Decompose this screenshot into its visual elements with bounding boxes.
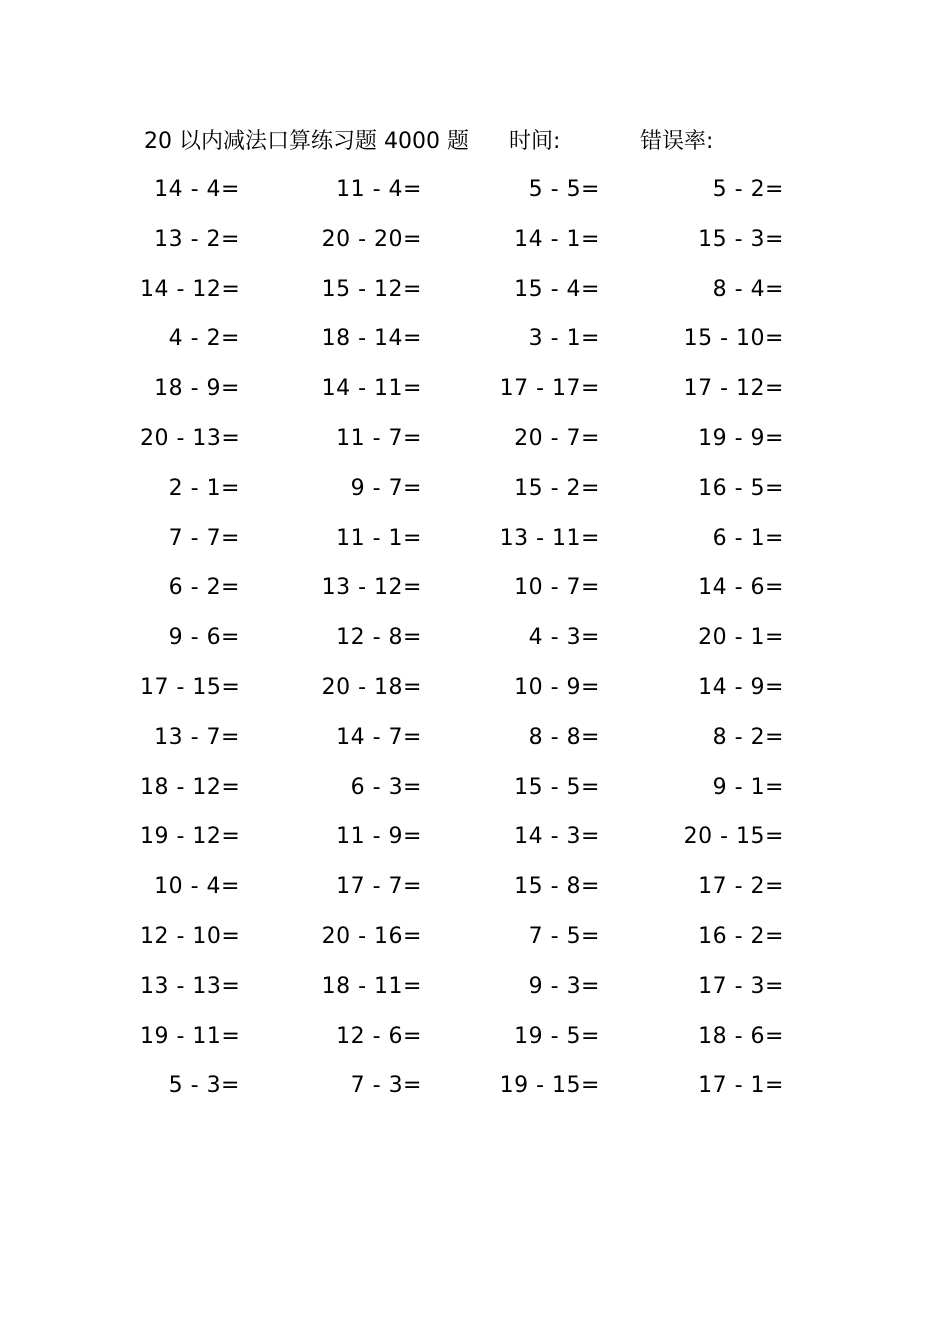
problem-item: 17 - 17=: [499, 376, 600, 402]
problem-item: 17 - 1=: [698, 1073, 784, 1099]
problem-row: [140, 319, 820, 369]
problem-item: 13 - 11=: [499, 525, 600, 551]
problem-item: 20 - 18=: [321, 674, 422, 700]
worksheet-header: [144, 124, 784, 160]
problem-item: 9 - 7=: [350, 475, 422, 501]
problem-item: 19 - 15=: [499, 1073, 600, 1099]
problem-item: 17 - 2=: [698, 874, 784, 900]
problem-item: 15 - 3=: [698, 226, 784, 252]
problem-item: 15 - 10=: [683, 326, 784, 352]
time-label: 时间:: [509, 129, 561, 154]
problem-item: 4 - 3=: [528, 625, 600, 651]
problem-item: 17 - 12=: [683, 376, 784, 402]
problem-item: 20 - 7=: [514, 425, 600, 451]
problem-row: [140, 170, 820, 220]
problem-item: 20 - 15=: [683, 824, 784, 850]
problem-item: 14 - 1=: [514, 226, 600, 252]
problem-item: 18 - 11=: [321, 973, 422, 999]
problem-item: 3 - 1=: [528, 326, 600, 352]
problem-item: 6 - 3=: [350, 774, 422, 800]
problem-item: 13 - 7=: [154, 724, 240, 750]
problem-row: [140, 718, 820, 768]
problem-row: [140, 369, 820, 419]
problem-item: 12 - 6=: [336, 1023, 422, 1049]
problem-item: 9 - 3=: [528, 973, 600, 999]
problem-row: [140, 270, 820, 320]
problem-row: [140, 618, 820, 668]
problem-grid: [140, 170, 820, 1116]
worksheet-title: 20 以内减法口算练习题 4000 题: [144, 129, 469, 154]
problem-item: 19 - 12=: [140, 824, 241, 850]
problem-row: [140, 768, 820, 818]
problem-row: [140, 419, 820, 469]
problem-item: 20 - 20=: [321, 226, 422, 252]
problem-item: 15 - 12=: [321, 276, 422, 302]
problem-row: [140, 668, 820, 718]
problem-item: 18 - 9=: [154, 376, 240, 402]
problem-item: 7 - 7=: [168, 525, 240, 551]
problem-item: 7 - 3=: [350, 1073, 422, 1099]
problem-item: 12 - 10=: [140, 923, 241, 949]
problem-item: 8 - 8=: [528, 724, 600, 750]
problem-row: [140, 568, 820, 618]
problem-item: 17 - 15=: [140, 674, 241, 700]
problem-item: 14 - 11=: [321, 376, 422, 402]
problem-item: 5 - 2=: [712, 177, 784, 202]
problem-item: 9 - 1=: [712, 774, 784, 800]
problem-row: [140, 817, 820, 867]
problem-row: [140, 220, 820, 270]
problem-item: 11 - 7=: [336, 425, 422, 451]
problem-item: 19 - 9=: [698, 425, 784, 451]
problem-item: 19 - 11=: [140, 1023, 241, 1049]
problem-item: 8 - 2=: [712, 724, 784, 750]
problem-item: 14 - 6=: [698, 575, 784, 601]
problem-item: 10 - 4=: [154, 874, 240, 900]
problem-item: 11 - 9=: [336, 824, 422, 850]
problem-item: 7 - 5=: [528, 923, 600, 949]
problem-item: 9 - 6=: [168, 625, 240, 651]
problem-row: [140, 967, 820, 1017]
problem-item: 14 - 4=: [154, 177, 240, 202]
problem-item: 17 - 3=: [698, 973, 784, 999]
problem-item: 20 - 1=: [698, 625, 784, 651]
problem-item: 16 - 5=: [698, 475, 784, 501]
problem-row: [140, 469, 820, 519]
problem-item: 17 - 7=: [336, 874, 422, 900]
problem-item: 13 - 2=: [154, 226, 240, 252]
problem-item: 13 - 13=: [140, 973, 241, 999]
problem-item: 5 - 5=: [528, 177, 600, 202]
problem-row: [140, 1066, 820, 1116]
problem-item: 13 - 12=: [321, 575, 422, 601]
problem-item: 16 - 2=: [698, 923, 784, 949]
problem-item: 14 - 12=: [140, 276, 241, 302]
problem-item: 5 - 3=: [168, 1073, 240, 1099]
problem-item: 4 - 2=: [168, 326, 240, 352]
problem-item: 20 - 16=: [321, 923, 422, 949]
problem-item: 15 - 2=: [514, 475, 600, 501]
problem-item: 11 - 1=: [336, 525, 422, 551]
problem-item: 18 - 6=: [698, 1023, 784, 1049]
problem-row: [140, 519, 820, 569]
problem-row: [140, 1017, 820, 1067]
problem-item: 6 - 2=: [168, 575, 240, 601]
problem-item: 2 - 1=: [168, 475, 240, 501]
problem-item: 10 - 9=: [514, 674, 600, 700]
problem-item: 15 - 8=: [514, 874, 600, 900]
problem-row: [140, 917, 820, 967]
problem-item: 6 - 1=: [712, 525, 784, 551]
problem-item: 11 - 4=: [336, 177, 422, 202]
problem-item: 15 - 4=: [514, 276, 600, 302]
problem-item: 19 - 5=: [514, 1023, 600, 1049]
problem-item: 18 - 12=: [140, 774, 241, 800]
problem-item: 18 - 14=: [321, 326, 422, 352]
problem-item: 10 - 7=: [514, 575, 600, 601]
problem-row: [140, 867, 820, 917]
problem-item: 20 - 13=: [140, 425, 241, 451]
problem-item: 12 - 8=: [336, 625, 422, 651]
problem-item: 8 - 4=: [712, 276, 784, 302]
problem-item: 14 - 9=: [698, 674, 784, 700]
problem-item: 14 - 7=: [336, 724, 422, 750]
problem-item: 15 - 5=: [514, 774, 600, 800]
error-rate-label: 错误率:: [640, 129, 714, 154]
problem-item: 14 - 3=: [514, 824, 600, 850]
